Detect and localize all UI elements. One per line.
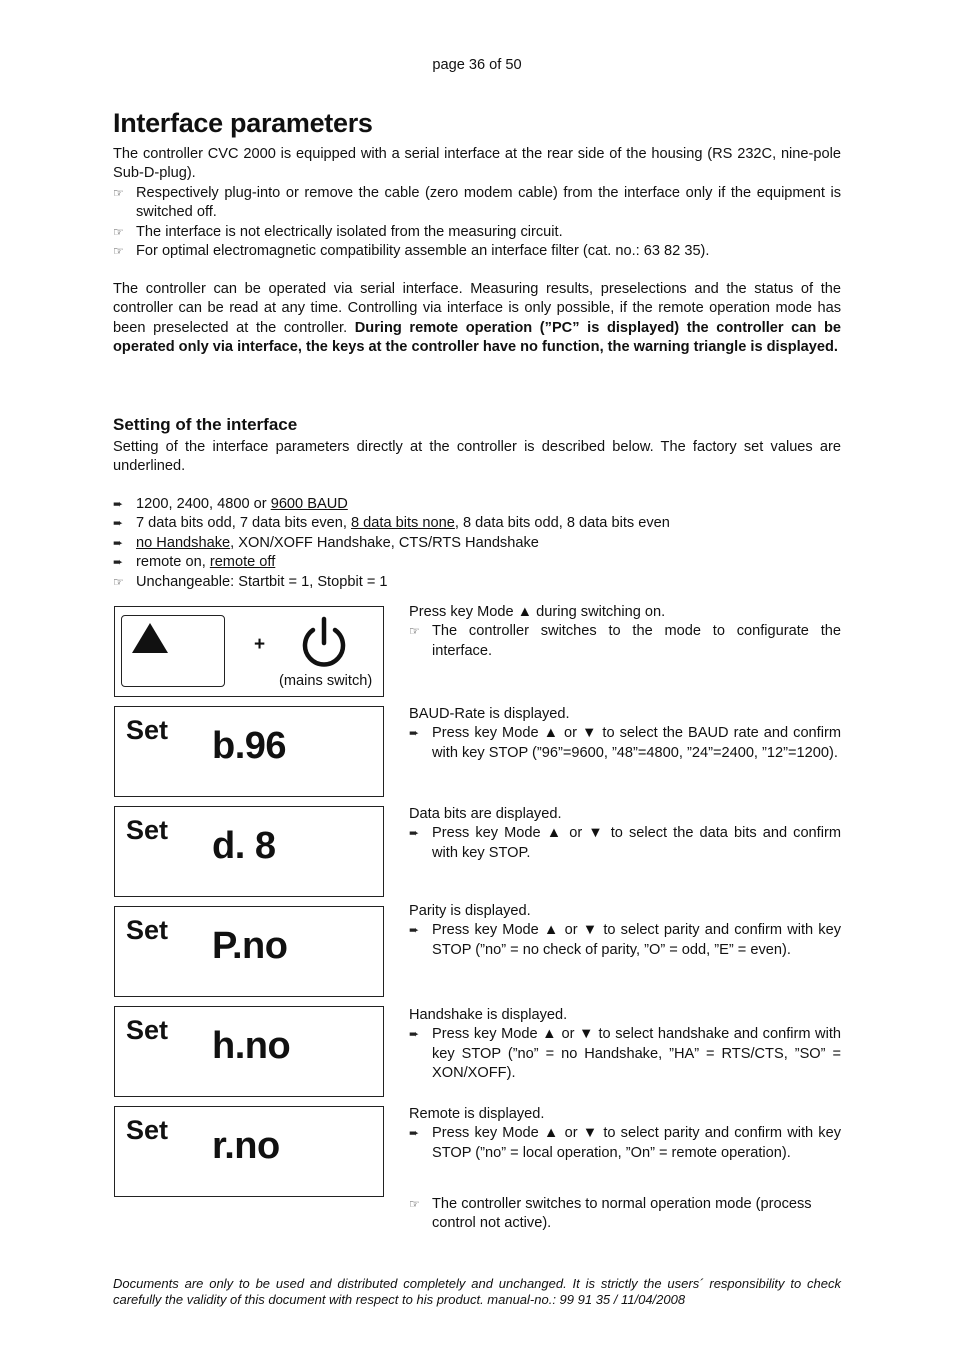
display-set-label: Set (126, 915, 169, 945)
note-item: ☞ The interface is not electrically isolated from the measuring circuit. (113, 223, 841, 242)
right-arrow-icon: ➨ (409, 1126, 420, 1141)
display-value: b.96 (212, 725, 287, 767)
factory-default: no Handshake (136, 534, 231, 551)
right-arrow-icon: ➨ (409, 726, 420, 741)
controller-panel (114, 606, 384, 697)
section-heading: Setting of the interface (113, 415, 298, 434)
option-remote: ➨ remote on, remote off (113, 553, 841, 572)
power-icon (299, 615, 349, 671)
display-remote (114, 1106, 384, 1197)
step-heading: BAUD-Rate is displayed. (409, 706, 570, 722)
display-handshake (114, 1006, 384, 1097)
step-handshake (409, 1006, 841, 1084)
step-data-bits (409, 805, 841, 863)
plus-sign: + (254, 634, 266, 655)
operation-paragraph: The controller can be operated via serial interface. Measuring results, preselections and the status of the controller can be read at any time. Controlling via interface is only possible, if the remote operation mode has been preselected at the controller. During remote operation (”PC” is displayed) the controller can be operated only via interface, the keys at the controller have no function, the warning triangle is displayed. (113, 281, 841, 356)
step-baud (409, 705, 841, 763)
display-set-label: Set (126, 1115, 169, 1145)
display-set-label: Set (126, 815, 169, 845)
intro-paragraph: The controller CVC 2000 is equipped with a serial interface at the rear side of the housing (RS 232C, nine-pole Sub-D-plug). (113, 146, 841, 182)
step-parity (409, 902, 841, 960)
notes-list (113, 184, 841, 262)
note-item: ☞ Respectively plug-into or remove the cable (zero modem cable) from the interface only if the equipment is switched off. (113, 185, 841, 221)
option-baud: ➨ 1200, 2400, 4800 or 9600 BAUD (113, 495, 841, 514)
option-unchangeable: ☞ Unchangeable: Startbit = 1, Stopbit = 1 (113, 573, 841, 592)
factory-default: remote off (209, 554, 276, 571)
step-note: ☞ The controller switches to the mode to configurate the interface. (409, 623, 841, 659)
note-item: ☞ For optimal electromagnetic compatibility assemble an interface filter (cat. no.: 63 82 35). (113, 242, 841, 261)
step-instruction: ➨ Press key Mode ▲ or ▼ to select handshake and confirm with key STOP (”no” = no Handshake, ”HA” = RTS/CTS, ”SO” = XON/XOFF). (409, 1026, 841, 1082)
pointing-hand-icon: ☞ (409, 624, 420, 639)
step-switch-on (409, 603, 841, 661)
step-note: ☞ The controller switches to normal operation mode (process control not active). (409, 1196, 812, 1232)
display-data-bits (114, 806, 384, 897)
step-instruction: ➨ Press key Mode ▲ or ▼ to select parity and confirm with key STOP (”no” = no check of parity, ”O” = odd, ”E” = even). (409, 922, 841, 958)
options-list (113, 495, 841, 592)
display-value: d. 8 (212, 825, 276, 867)
right-arrow-icon: ➨ (113, 555, 124, 570)
footer-disclaimer: Documents are only to be used and distributed completely and unchanged. It is strictly the users´ responsibility to check carefully the validity of this document with respect to his product. manual-no.: 99 91 35 / 11/04/2008 (113, 1276, 841, 1307)
factory-default: 8 data bits none (351, 515, 455, 532)
display-set-label: Set (126, 715, 169, 745)
right-arrow-icon: ➨ (113, 516, 124, 531)
display-parity (114, 906, 384, 997)
remote-operation-warning: During remote operation (”PC” is displayed) the controller can be operated only via interface, the keys at the controller have no function, the warning triangle is displayed. (113, 319, 841, 356)
factory-default: 9600 BAUD (270, 496, 348, 512)
step-heading: Handshake is displayed. (409, 1007, 568, 1023)
step-instruction: ➨ Press key Mode ▲ or ▼ to select the BAUD rate and confirm with key STOP (”96”=9600, ”48”=4800, ”24”=2400, ”12”=1200). (409, 725, 841, 761)
right-arrow-icon: ➨ (113, 497, 124, 511)
setting-intro: Setting of the interface parameters directly at the controller is described below. The factory set values are underlined. (113, 439, 841, 475)
mains-switch-label: (mains switch) (279, 673, 373, 689)
right-arrow-icon: ➨ (409, 1027, 420, 1042)
display-value: r.no (212, 1125, 280, 1167)
step-heading: Parity is displayed. (409, 903, 531, 919)
page-title: Interface parameters (113, 108, 373, 138)
display-set-label: Set (126, 1015, 169, 1045)
pointing-hand-icon: ☞ (113, 186, 124, 200)
up-triangle-icon (130, 621, 170, 655)
display-value: h.no (212, 1025, 291, 1067)
right-arrow-icon: ➨ (113, 535, 124, 550)
step-instruction: ➨ Press key Mode ▲ or ▼ to select parity and confirm with key STOP (”no” = local operation, ”On” = remote operation). (409, 1125, 841, 1161)
pointing-hand-icon: ☞ (409, 1197, 420, 1211)
pointing-hand-icon: ☞ (113, 574, 124, 589)
step-remote (409, 1105, 841, 1163)
right-arrow-icon: ➨ (409, 923, 420, 938)
display-baud (114, 706, 384, 797)
right-arrow-icon: ➨ (409, 826, 420, 841)
page-number: page 36 of 50 (432, 57, 522, 73)
step-heading: Data bits are displayed. (409, 806, 562, 822)
final-note (409, 1195, 841, 1234)
step-heading: Press key Mode ▲ during switching on. (409, 604, 666, 620)
option-data-bits: ➨ 7 data bits odd, 7 data bits even, 8 data bits none, 8 data bits odd, 8 data bits even (113, 514, 841, 533)
mode-key (121, 615, 225, 687)
option-handshake: ➨ no Handshake, XON/XOFF Handshake, CTS/RTS Handshake (113, 534, 841, 553)
step-instruction: ➨ Press key Mode ▲ or ▼ to select the data bits and confirm with key STOP. (409, 825, 841, 861)
display-value: P.no (212, 925, 288, 967)
pointing-hand-icon: ☞ (113, 244, 124, 259)
pointing-hand-icon: ☞ (113, 224, 124, 239)
step-heading: Remote is displayed. (409, 1106, 545, 1122)
